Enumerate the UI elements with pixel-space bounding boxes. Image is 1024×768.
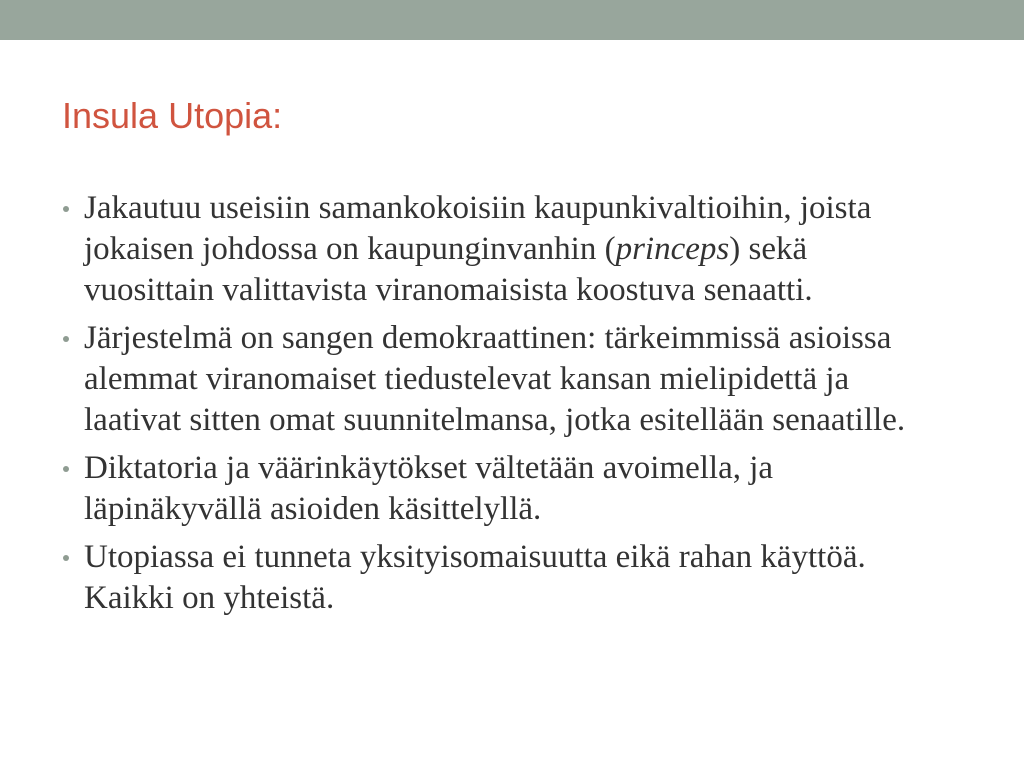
bullet-line: läpinäkyvällä asioiden käsittelyllä. [84,491,542,527]
bullet-line: Diktatoria ja väärinkäytökset vältetään avoimella, ja [84,450,774,486]
bullet-line: Kaikki on yhteistä. [84,580,335,616]
bullet-line: Utopiassa ei tunneta yksityisomaisuutta eikä rahan käyttöä. [84,539,866,575]
bullet-line: laativat sitten omat suunnitelmansa, jotka esitellään senaatille. [84,402,906,438]
bullet-line: vuosittain valittavista viranomaisista koostuva senaatti. [84,272,813,308]
slide-bullet-list [62,188,1002,626]
bullet-line: Jakautuu useisiin samankokoisiin kaupunkivaltioihin, joista [84,190,872,226]
list-item [62,188,1002,311]
bullet-icon [63,555,69,561]
slide-top-bar [0,0,1024,40]
bullet-text: ) sekä [729,231,808,267]
list-item [62,448,1002,530]
italic-term: princeps [615,231,730,267]
bullet-icon [63,466,69,472]
bullet-icon [63,206,69,212]
bullet-text: jokaisen johdossa on kaupunginvanhin ( [84,231,616,267]
list-item [62,537,1002,619]
bullet-line: Järjestelmä on sangen demokraattinen: tärkeimmissä asioissa [84,320,892,356]
bullet-icon [63,336,69,342]
slide-title: Insula Utopia: [62,95,283,136]
list-item [62,318,1002,441]
bullet-line: alemmat viranomaiset tiedustelevat kansan mielipidettä ja [84,361,850,397]
bullet-line [84,229,1002,270]
